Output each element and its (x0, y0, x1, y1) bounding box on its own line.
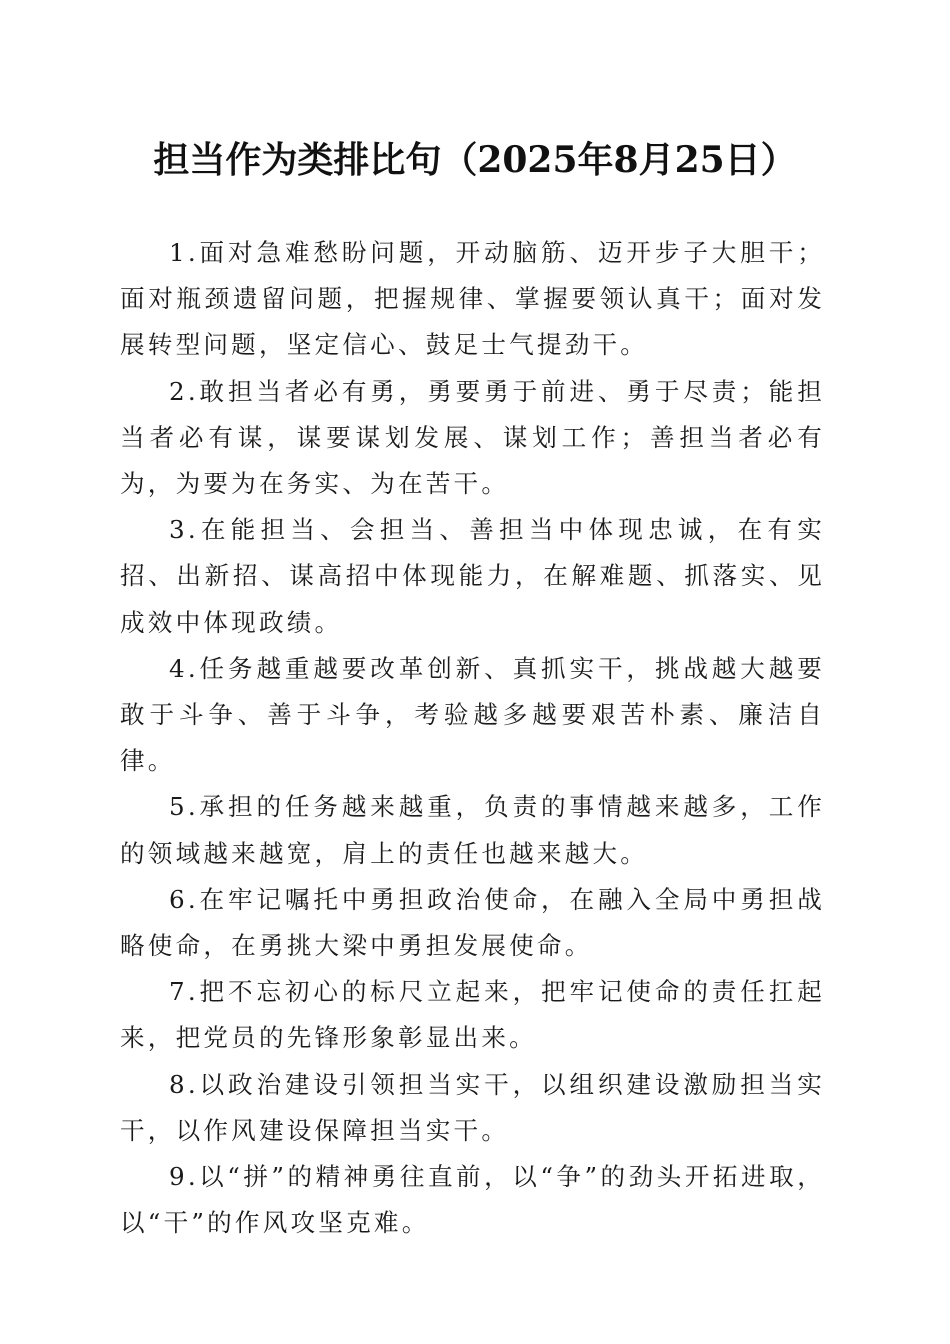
paragraph-1: 1.面对急难愁盼问题，开动脑筋、迈开步子大胆干；面对瓶颈遗留问题，把握规律、掌握要领认真干；面对发展转型问题，坚定信心、鼓足士气提劲干。 (120, 238, 825, 360)
document-body (120, 230, 825, 1246)
paragraph-5: 5.承担的任务越来越重，负责的事情越来越多，工作的领域越来越宽，肩上的责任也越来越大。 (120, 792, 825, 868)
document-title: 担当作为类排比句（2025年8月25日） (153, 139, 797, 181)
paragraph-2: 2.敢担当者必有勇，勇要勇于前进、勇于尽责；能担当者必有谋，谋要谋划发展、谋划工作；善担当者必有为，为要为在务实、为在苦干。 (120, 376, 825, 499)
paragraph-8: 8.以政治建设引领担当实干，以组织建设激励担当实干，以作风建设保障担当实干。 (120, 1069, 825, 1145)
paragraph-6: 6.在牢记嘱托中勇担政治使命，在融入全局中勇担战略使命，在勇挑大梁中勇担发展使命。 (120, 884, 825, 961)
paragraph-4: 4.任务越重越要改革创新、真抓实干，挑战越大越要敢于斗争、善于斗争，考验越多越要艰苦朴素、廉洁自律。 (120, 653, 825, 776)
paragraph-3: 3.在能担当、会担当、善担当中体现忠诚，在有实招、出新招、谋高招中体现能力，在解难题、抓落实、见成效中体现政绩。 (120, 515, 825, 637)
paragraph-7: 7.把不忘初心的标尺立起来，把牢记使命的责任扛起来，把党员的先锋形象彰显出来。 (120, 977, 825, 1053)
paragraph-9: 9.以“拼”的精神勇往直前，以“争”的劲头开拓进取，以“干”的作风攻坚克难。 (120, 1162, 825, 1238)
